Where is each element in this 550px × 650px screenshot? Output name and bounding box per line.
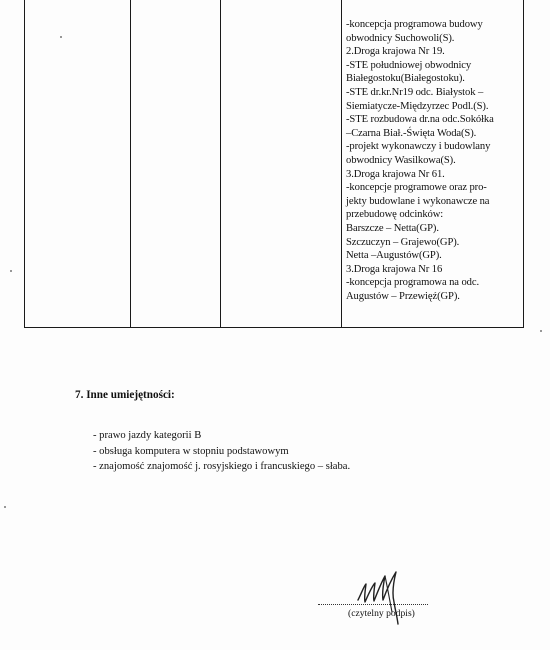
table-line: -koncepcja programowa budowy [346, 19, 483, 30]
signature-caption: (czytelny podpis) [348, 608, 415, 619]
table-line: 3.Droga krajowa Nr 61. [346, 168, 445, 180]
table-line: -STE południowej obwodnicy [346, 59, 472, 71]
scan-speck [60, 36, 62, 38]
skill-item: - znajomość znajomość j. rosyjskiego i francuskiego – słaba. [93, 461, 351, 473]
signature-line [318, 604, 428, 605]
table-line: Szczuczyn – Grajewo(GP). [346, 236, 460, 248]
table-line: 2.Droga krajowa Nr 19. [346, 46, 445, 58]
table-line: obwodnicy Wasilkowa(S). [346, 154, 456, 166]
table-line: -STE dr.kr.Nr19 odc. Białystok – [346, 86, 484, 98]
skill-item: - prawo jazdy kategorii B [93, 430, 202, 441]
table-column-divider [341, 0, 342, 327]
table-line: -koncepcja programowa na odc. [346, 277, 479, 289]
table-line: Netta –Augustów(GP). [346, 250, 442, 262]
table-line: 3.Droga krajowa Nr 16 [346, 263, 443, 275]
experience-table [24, 0, 524, 328]
skill-item: - obsługa komputera w stopniu podstawowym [93, 445, 289, 457]
scan-speck [4, 506, 6, 508]
table-line: przebudowę odcinków: [346, 209, 444, 221]
table-line: Augustów – Przewięź(GP). [346, 290, 460, 302]
scan-speck [10, 270, 12, 272]
table-line: -koncepcje programowe oraz pro- [346, 182, 487, 194]
table-line: –Czarna Biał.-Święta Woda(S). [346, 127, 477, 139]
table-line: jekty budowlane i wykonawcze na [346, 195, 490, 207]
section-title: 7. Inne umiejętności: [75, 389, 175, 401]
table-line: -STE rozbudowa dr.na odc.Sokółka [346, 114, 494, 126]
skills-list [93, 428, 350, 475]
table-column-divider [220, 0, 221, 327]
table-line: Barszcze – Netta(GP). [346, 222, 439, 234]
table-line: Siemiatycze-Międzyrzec Podl.(S). [346, 100, 489, 112]
table-column-divider [130, 0, 131, 327]
table-line: Białegostoku(Białegostoku). [346, 73, 465, 85]
table-line: obwodnicy Suchowoli(S). [346, 32, 455, 44]
scan-speck [540, 330, 542, 332]
table-line: -projekt wykonawczy i budowlany [346, 141, 491, 153]
table-cell-projects [346, 18, 522, 303]
